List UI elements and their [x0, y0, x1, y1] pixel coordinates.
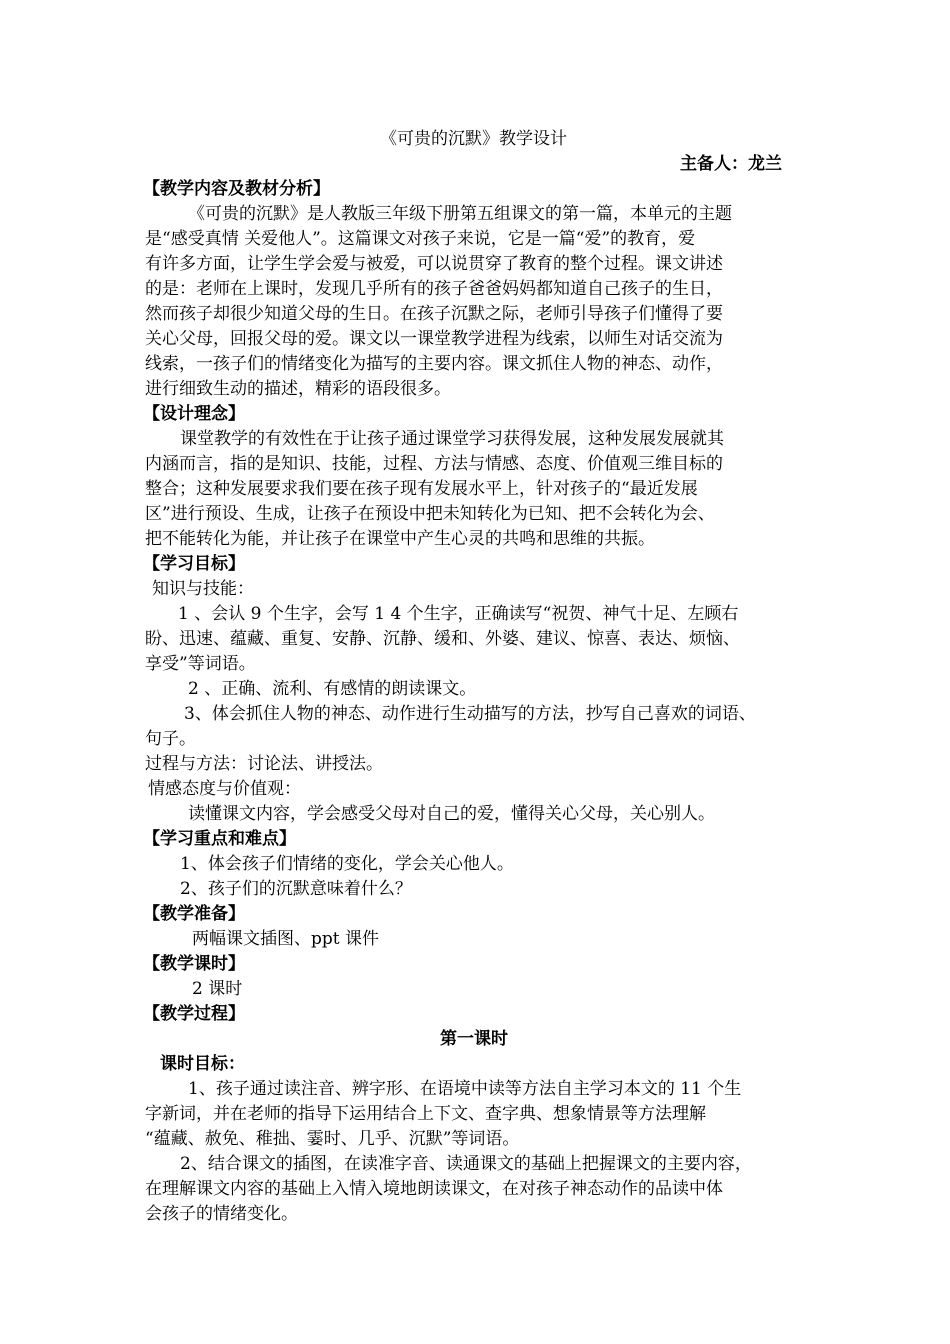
list-item-continued: 句子。 — [145, 729, 196, 749]
document-title: 《可贵的沉默》教学设计 — [380, 129, 567, 149]
paragraph-line: 两幅课文插图、ppt 课件 — [192, 929, 379, 949]
section-heading-content-analysis: 【教学内容及教材分析】 — [143, 179, 330, 199]
section-heading-learning-goals: 【学习目标】 — [143, 554, 245, 574]
list-item-continued: “蕴藏、赦免、稚拙、霎时、几乎、沉默”等词语。 — [145, 1129, 520, 1149]
subheading-knowledge-skills: 知识与技能： — [152, 579, 254, 599]
paragraph-line: 进行细致生动的描述，精彩的语段很多。 — [145, 379, 451, 399]
paragraph-line: 《可贵的沉默》是人教版三年级下册第五组课文的第一篇，本单元的主题 — [188, 204, 732, 224]
paragraph-line: 读懂课文内容，学会感受父母对自己的爱，懂得关心父母，关心别人。 — [188, 804, 715, 824]
paragraph-line: 内涵而言，指的是知识、技能，过程、方法与情感、态度、价值观三维目标的 — [145, 454, 723, 474]
paragraph-line: 整合；这种发展要求我们要在孩子现有发展水平上，针对孩子的“最近发展 — [145, 479, 698, 499]
list-item-continued: 会孩子的情绪变化。 — [145, 1204, 298, 1224]
list-item: 1 、会认 9 个生字，会写 1 4 个生字，正确读写“祝贺、神气十足、左顾右 — [178, 604, 739, 624]
paragraph-line: 关心父母，回报父母的爱。课文以一课堂教学进程为线索，以师生对话交流为 — [145, 329, 723, 349]
section-heading-class-hours: 【教学课时】 — [143, 954, 245, 974]
section-heading-design-concept: 【设计理念】 — [143, 404, 245, 424]
paragraph-line: 是“感受真情 关爱他人”。这篇课文对孩子来说，它是一篇“爱”的教育，爱 — [145, 229, 696, 249]
list-item: 2 、正确、流利、有感情的朗读课文。 — [188, 679, 477, 699]
list-item: 1、孩子通过读注音、辨字形、在语境中读等方法自主学习本文的 11 个生 — [188, 1079, 742, 1099]
section-heading-key-points: 【学习重点和难点】 — [143, 829, 296, 849]
list-item: 1、体会孩子们情绪的变化，学会关心他人。 — [180, 854, 514, 874]
paragraph-line: 把不能转化为能，并让孩子在课堂中产生心灵的共鸣和思维的共振。 — [145, 529, 655, 549]
list-item: 3、体会抓住人物的神态、动作进行生动描写的方法，抄写自己喜欢的词语、 — [184, 704, 756, 724]
paragraph-line: 的是：老师在上课时，发现几乎所有的孩子爸爸妈妈都知道自己孩子的生日， — [145, 279, 723, 299]
section-heading-teaching-process: 【教学过程】 — [143, 1004, 245, 1024]
list-item-continued: 字新词，并在老师的指导下运用结合上下文、查字典、想象情景等方法理解 — [145, 1104, 706, 1124]
paragraph-line: 有许多方面，让学生学会爱与被爱，可以说贯穿了教育的整个过程。课文讲述 — [145, 254, 723, 274]
paragraph-line: 然而孩子却很少知道父母的生日。在孩子沉默之际，老师引导孩子们懂得了要 — [145, 304, 723, 324]
list-item-continued: 在理解课文内容的基础上入情入境地朗读课文，在对孩子神态动作的品读中体 — [145, 1179, 723, 1199]
paragraph-line: 2 课时 — [192, 979, 243, 999]
list-item: 2、孩子们的沉默意味着什么？ — [180, 879, 412, 899]
list-item-continued: 享受”等词语。 — [145, 654, 256, 674]
author-line: 主备人：龙兰 — [680, 154, 782, 174]
paragraph-line: 区”进行预设、生成，让孩子在预设中把未知转化为已知、把不会转化为会、 — [145, 504, 715, 524]
process-methods-line: 过程与方法：讨论法、讲授法。 — [145, 754, 383, 774]
lesson-goals-heading: 课时目标： — [160, 1054, 245, 1074]
first-lesson-heading: 第一课时 — [440, 1029, 508, 1049]
paragraph-line: 线索，一孩子们的情绪变化为描写的主要内容。课文抓住人物的神态、动作， — [145, 354, 723, 374]
list-item-continued: 盼、迅速、蕴藏、重复、安静、沉静、缓和、外婆、建议、惊喜、表达、烦恼、 — [145, 629, 740, 649]
paragraph-line: 课堂教学的有效性在于让孩子通过课堂学习获得发展，这种发展发展就其 — [180, 429, 724, 449]
list-item: 2、结合课文的插图，在读准字音、读通课文的基础上把握课文的主要内容， — [180, 1154, 752, 1174]
section-heading-preparation: 【教学准备】 — [143, 904, 245, 924]
subheading-attitude-values: 情感态度与价值观： — [148, 779, 301, 799]
